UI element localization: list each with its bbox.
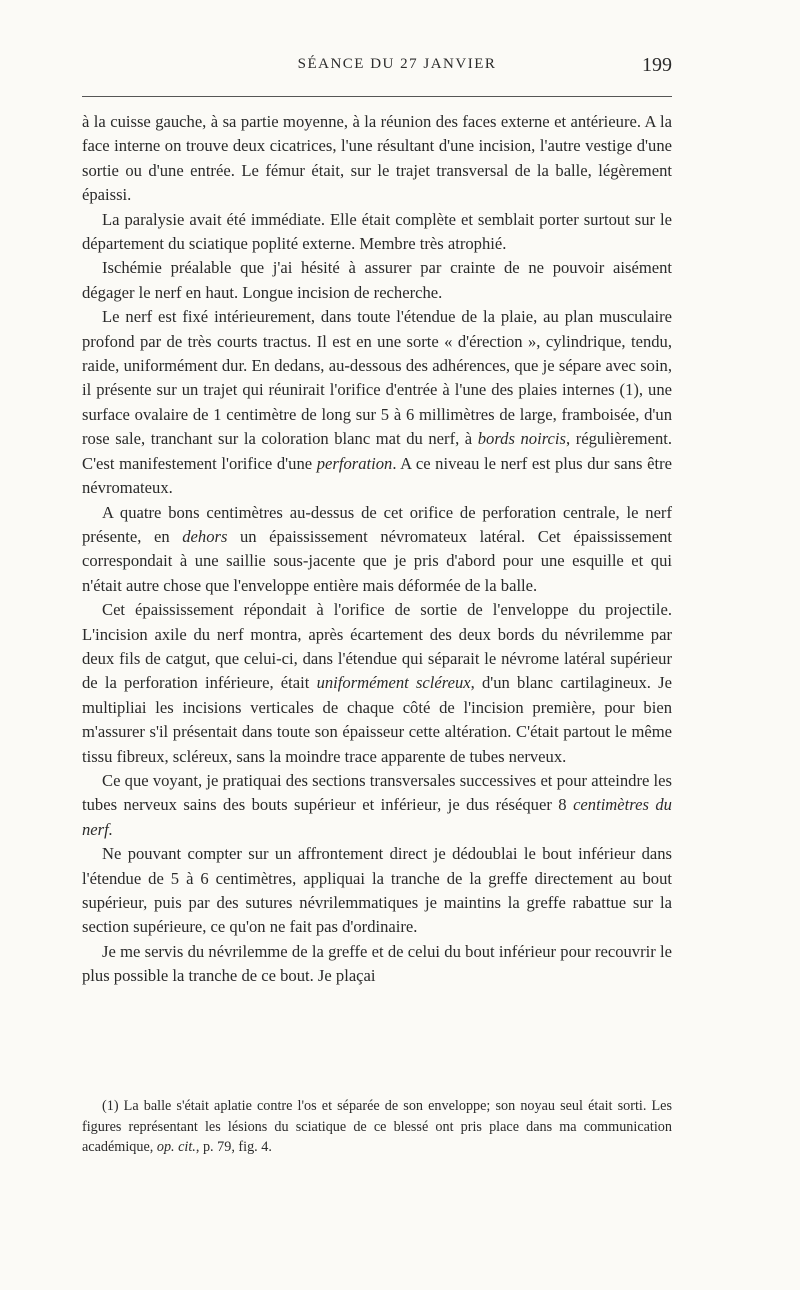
text-run: Ischémie préalable que j'ai hésité à assurer par crainte de ne pouvoir aisément dégager le nerf en haut. Longue incision de recherche.: [82, 258, 672, 302]
footnote-paragraph: [82, 1096, 672, 1158]
footnote: [82, 1096, 672, 1158]
italic-text: perforation: [316, 453, 393, 473]
text-run: , d'un blanc cartilagineux. Je multipliai les incisions verticales de chaque côté de l'incision première, pour bien m'assurer s'il présentait dans toute son épaisseur cette altération. C'était partout le même tissu fibreux, scléreux, sans la moindre trace apparente de tubes nerveux.: [82, 673, 672, 766]
text-run: à la cuisse gauche, à sa partie moyenne, à la réunion des faces externe et antérieure. A la face interne on trouve deux cicatrices, l'une résultant d'une incision, l'autre vestige d'une sortie ou d'une entrée. Le fémur était, sur le trajet transversal de la balle, légèrement épaissi.: [82, 112, 672, 205]
paragraph: [82, 110, 672, 208]
text-run: (1) La balle s'était aplatie contre l'os et séparée de son enveloppe; son noyau seul était sorti. Les figures représentant les lésions du sciatique de ce blessé ont pris place dans ma communication académique,: [82, 1098, 672, 1155]
text-run: . A ce niveau le nerf est plus dur sans être névromateux.: [82, 453, 672, 498]
paragraph: [82, 208, 672, 257]
text-run: Ce que voyant, je pratiquai des sections transversales successives et pour atteindre les tubes nerveux sains des bouts supérieur et inférieur, je dus réséquer 8: [82, 770, 672, 815]
paragraph: [82, 940, 672, 989]
italic-text: op. cit.: [156, 1139, 196, 1155]
header-rule: [82, 96, 672, 97]
italic-text: bords noircis: [477, 429, 566, 449]
text-run: Ne pouvant compter sur un affrontement direct je dédoublai le bout inférieur dans l'étendue de 5 à 6 centimètres, appliquai la tranche de la greffe directement au bout supérieur, puis par des sutures névrilemmatiques je maintins la greffe rabattue sur la section supérieure, ce qu'on ne fait pas d'ordinaire.: [82, 844, 672, 937]
page-number: 199: [642, 54, 672, 76]
paragraph: [82, 305, 672, 500]
text-run: , régulièrement. C'est manifestement l'orifice d'une: [82, 429, 673, 473]
page-header: [82, 56, 672, 86]
text-run: Je me servis du névrilemme de la greffe et de celui du bout inférieur pour recouvrir le plus possible la tranche de ce bout. Je plaçai: [82, 941, 672, 986]
paragraph: [82, 501, 672, 599]
text-run: Cet épaississement répondait à l'orifice de sortie de l'enveloppe du projectile. L'incision axile du nerf montra, après écartement des deux bords du névrilemme par deux fils de catgut, que celui-ci, dans l'étendue qui séparait le névrome latéral supérieur de la perforation inférieure, était: [82, 600, 672, 693]
paragraph: [82, 256, 672, 305]
text-run: La paralysie avait été immédiate. Elle était complète et semblait porter surtout sur le département du sciatique poplité externe. Membre très atrophié.: [82, 209, 672, 254]
text-run: Le nerf est fixé intérieurement, dans toute l'étendue de la plaie, au plan musculaire profond par de très courts tractus. Il est en une sorte « d'érection », cylindrique, tendu, raide, uniformément dur. En dedans, au-dessous des adhérences, que je sépare avec soin, il présente sur un trajet qui réunirait l'orifice d'entrée à l'une des plaies internes (1), une surface ovalaire de 1 centimètre de long sur 5 à 6 millimètres de large, framboisée, d'un rose sale, tranchant sur la coloration blanc mat du nerf, à: [82, 307, 672, 449]
text-run: un épaississement névromateux latéral. Cet épaississement correspondait à une saillie sous-jacente que je pris d'abord pour une esquille et qui n'était autre chose que l'enveloppe entière mais déformée de la balle.: [82, 526, 672, 595]
paragraph: [82, 769, 672, 842]
text-run: , p. 79, fig. 4.: [195, 1139, 272, 1155]
paragraph: [82, 842, 672, 940]
running-head: SÉANCE DU 27 JANVIER: [297, 56, 497, 72]
text-run: A quatre bons centimètres au-dessus de cet orifice de perforation centrale, le nerf présente, en: [82, 502, 672, 546]
body-text: [82, 110, 672, 989]
italic-text: centimètres du nerf.: [82, 795, 672, 839]
italic-text: dehors: [182, 526, 228, 546]
italic-text: uniformément scléreux: [316, 673, 471, 693]
paragraph: [82, 598, 672, 769]
